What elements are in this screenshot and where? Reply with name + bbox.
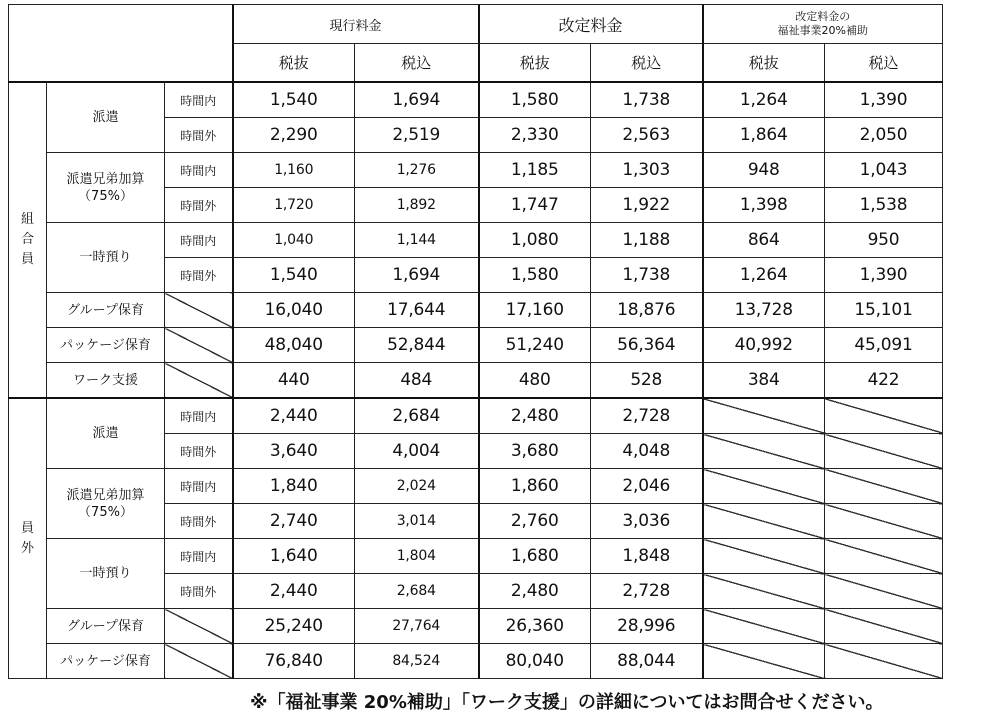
category-label-line: パッケージ保育 <box>60 337 151 353</box>
fee-value: 1,864 <box>703 118 825 153</box>
non_member-group-label <box>9 398 47 679</box>
fee-value: 1,720 <box>233 188 355 223</box>
fee-value: 1,538 <box>825 188 943 223</box>
fee-value: 2,480 <box>479 574 591 609</box>
table-row <box>9 328 943 363</box>
fee-value: 26,360 <box>479 609 591 644</box>
fee-value: 2,519 <box>355 118 479 153</box>
not-applicable-cell <box>165 328 233 363</box>
fee-value: 88,044 <box>591 644 703 679</box>
fee-value: 51,240 <box>479 328 591 363</box>
not-applicable-cell <box>703 609 825 644</box>
fee-value: 1,264 <box>703 82 825 118</box>
table-row <box>9 293 943 328</box>
time-slot-label: 時間外 <box>165 188 233 223</box>
fee-value: 40,992 <box>703 328 825 363</box>
fee-value: 2,024 <box>355 469 479 504</box>
category-label-line: （75%） <box>78 188 133 204</box>
fee-value: 1,848 <box>591 539 703 574</box>
fee-value: 15,101 <box>825 293 943 328</box>
not-applicable-cell <box>703 574 825 609</box>
fee-value: 1,188 <box>591 223 703 258</box>
table-row <box>9 398 943 434</box>
category-label <box>47 469 165 539</box>
table-row <box>9 609 943 644</box>
fee-value: 1,040 <box>233 223 355 258</box>
not-applicable-cell <box>165 644 233 679</box>
fee-value: 2,050 <box>825 118 943 153</box>
fee-value: 84,524 <box>355 644 479 679</box>
fee-value: 13,728 <box>703 293 825 328</box>
header-current: 現行料金 <box>233 5 479 44</box>
fee-value: 1,080 <box>479 223 591 258</box>
not-applicable-cell <box>165 293 233 328</box>
category-label <box>47 293 165 328</box>
not-applicable-cell <box>825 539 943 574</box>
table-row <box>9 539 943 574</box>
time-slot-label: 時間外 <box>165 504 233 539</box>
fee-value: 1,580 <box>479 258 591 293</box>
not-applicable-cell <box>165 609 233 644</box>
table-row <box>9 644 943 679</box>
fee-value: 2,740 <box>233 504 355 539</box>
fee-value: 1,390 <box>825 258 943 293</box>
table-row <box>9 363 943 399</box>
not-applicable-cell <box>825 434 943 469</box>
fee-value: 2,684 <box>355 574 479 609</box>
table-row <box>9 82 943 118</box>
category-label-line: 派遣兄弟加算 <box>66 171 145 187</box>
fee-value: 1,747 <box>479 188 591 223</box>
fee-value: 1,694 <box>355 258 479 293</box>
fee-value: 2,728 <box>591 398 703 434</box>
category-label-line: パッケージ保育 <box>60 653 151 669</box>
header-subsidy-line2: 福祉事業20%補助 <box>777 24 868 37</box>
fee-value: 1,580 <box>479 82 591 118</box>
fee-value: 864 <box>703 223 825 258</box>
fee-value: 18,876 <box>591 293 703 328</box>
category-label-line: 一時預り <box>79 566 132 581</box>
fee-value: 1,680 <box>479 539 591 574</box>
category-label <box>47 363 165 399</box>
fee-value: 3,014 <box>355 504 479 539</box>
not-applicable-cell <box>825 644 943 679</box>
time-slot-label: 時間外 <box>165 574 233 609</box>
category-label <box>47 609 165 644</box>
header-subsidy-line1: 改定料金の <box>795 10 851 23</box>
header-revised-tax-ex: 税抜 <box>479 44 591 83</box>
not-applicable-cell <box>703 398 825 434</box>
not-applicable-cell <box>825 469 943 504</box>
fee-value: 25,240 <box>233 609 355 644</box>
fee-value: 17,644 <box>355 293 479 328</box>
header-subsidy-tax-ex: 税抜 <box>703 44 825 83</box>
time-slot-label: 時間外 <box>165 118 233 153</box>
category-label-line: （75%） <box>78 504 133 520</box>
category-label <box>47 539 165 609</box>
corner-cell <box>9 5 233 83</box>
fee-value: 4,048 <box>591 434 703 469</box>
category-label <box>47 153 165 223</box>
time-slot-label: 時間内 <box>165 539 233 574</box>
table-row <box>9 153 943 188</box>
fee-value: 1,540 <box>233 82 355 118</box>
fee-value: 27,764 <box>355 609 479 644</box>
fee-value: 1,043 <box>825 153 943 188</box>
category-label <box>47 644 165 679</box>
fee-value: 1,738 <box>591 258 703 293</box>
fee-value: 1,390 <box>825 82 943 118</box>
footnote: ※「福祉事業 20%補助」「ワーク支援」の詳細についてはお問合せください。 <box>250 692 884 713</box>
fee-value: 3,640 <box>233 434 355 469</box>
category-label-line: 派遣 <box>92 110 119 125</box>
fee-value: 1,398 <box>703 188 825 223</box>
fee-value: 484 <box>355 363 479 399</box>
fee-value: 17,160 <box>479 293 591 328</box>
fee-value: 2,440 <box>233 574 355 609</box>
group-label-text: 員外 <box>20 520 34 556</box>
time-slot-label: 時間内 <box>165 223 233 258</box>
fee-value: 440 <box>233 363 355 399</box>
category-label <box>47 398 165 469</box>
fee-value: 2,330 <box>479 118 591 153</box>
fee-value: 422 <box>825 363 943 399</box>
header-current-tax-in: 税込 <box>355 44 479 83</box>
fee-value: 80,040 <box>479 644 591 679</box>
fee-value: 1,303 <box>591 153 703 188</box>
fee-value: 28,996 <box>591 609 703 644</box>
fee-value: 2,480 <box>479 398 591 434</box>
not-applicable-cell <box>825 504 943 539</box>
time-slot-label: 時間外 <box>165 258 233 293</box>
table-row <box>9 469 943 504</box>
fee-value: 1,694 <box>355 82 479 118</box>
fee-value: 948 <box>703 153 825 188</box>
time-slot-label: 時間内 <box>165 153 233 188</box>
not-applicable-cell <box>703 469 825 504</box>
fee-table <box>8 4 943 679</box>
time-slot-label: 時間外 <box>165 434 233 469</box>
not-applicable-cell <box>825 398 943 434</box>
header-current-tax-ex: 税抜 <box>233 44 355 83</box>
fee-value: 76,840 <box>233 644 355 679</box>
fee-value: 45,091 <box>825 328 943 363</box>
time-slot-label: 時間内 <box>165 398 233 434</box>
time-slot-label: 時間内 <box>165 82 233 118</box>
header-revised-tax-in: 税込 <box>591 44 703 83</box>
category-label <box>47 223 165 293</box>
fee-value: 1,922 <box>591 188 703 223</box>
fee-value: 950 <box>825 223 943 258</box>
category-label-line: グループ保育 <box>67 618 144 634</box>
fee-value: 3,036 <box>591 504 703 539</box>
category-label <box>47 328 165 363</box>
fee-value: 56,364 <box>591 328 703 363</box>
time-slot-label: 時間内 <box>165 469 233 504</box>
category-label-line: グループ保育 <box>67 302 144 318</box>
fee-value: 2,440 <box>233 398 355 434</box>
fee-value: 2,563 <box>591 118 703 153</box>
group-label-text: 組合員 <box>20 212 34 267</box>
fee-value: 52,844 <box>355 328 479 363</box>
fee-value: 1,185 <box>479 153 591 188</box>
fee-value: 1,860 <box>479 469 591 504</box>
category-label-line: ワーク支援 <box>72 372 138 388</box>
not-applicable-cell <box>703 539 825 574</box>
member-group-label <box>9 82 47 398</box>
header-revised: 改定料金 <box>479 5 703 44</box>
fee-value: 16,040 <box>233 293 355 328</box>
fee-value: 2,760 <box>479 504 591 539</box>
fee-value: 1,276 <box>355 153 479 188</box>
fee-value: 1,264 <box>703 258 825 293</box>
header-subsidy-tax-in: 税込 <box>825 44 943 83</box>
fee-value: 1,738 <box>591 82 703 118</box>
fee-value: 1,540 <box>233 258 355 293</box>
fee-value: 1,640 <box>233 539 355 574</box>
fee-value: 1,804 <box>355 539 479 574</box>
fee-value: 384 <box>703 363 825 399</box>
fee-value: 48,040 <box>233 328 355 363</box>
not-applicable-cell <box>825 609 943 644</box>
category-label-line: 派遣 <box>92 426 119 441</box>
not-applicable-cell <box>703 434 825 469</box>
table-row <box>9 223 943 258</box>
not-applicable-cell <box>703 644 825 679</box>
fee-value: 2,290 <box>233 118 355 153</box>
fee-value: 1,840 <box>233 469 355 504</box>
category-label-line: 派遣兄弟加算 <box>66 487 145 503</box>
not-applicable-cell <box>703 504 825 539</box>
fee-value: 1,892 <box>355 188 479 223</box>
category-label-line: 一時預り <box>79 250 132 265</box>
fee-value: 1,160 <box>233 153 355 188</box>
fee-value: 2,684 <box>355 398 479 434</box>
fee-value: 3,680 <box>479 434 591 469</box>
fee-value: 2,046 <box>591 469 703 504</box>
not-applicable-cell <box>165 363 233 399</box>
fee-value: 528 <box>591 363 703 399</box>
fee-value: 4,004 <box>355 434 479 469</box>
header-subsidy <box>703 5 943 44</box>
fee-value: 2,728 <box>591 574 703 609</box>
not-applicable-cell <box>825 574 943 609</box>
fee-value: 1,144 <box>355 223 479 258</box>
category-label <box>47 82 165 153</box>
fee-value: 480 <box>479 363 591 399</box>
